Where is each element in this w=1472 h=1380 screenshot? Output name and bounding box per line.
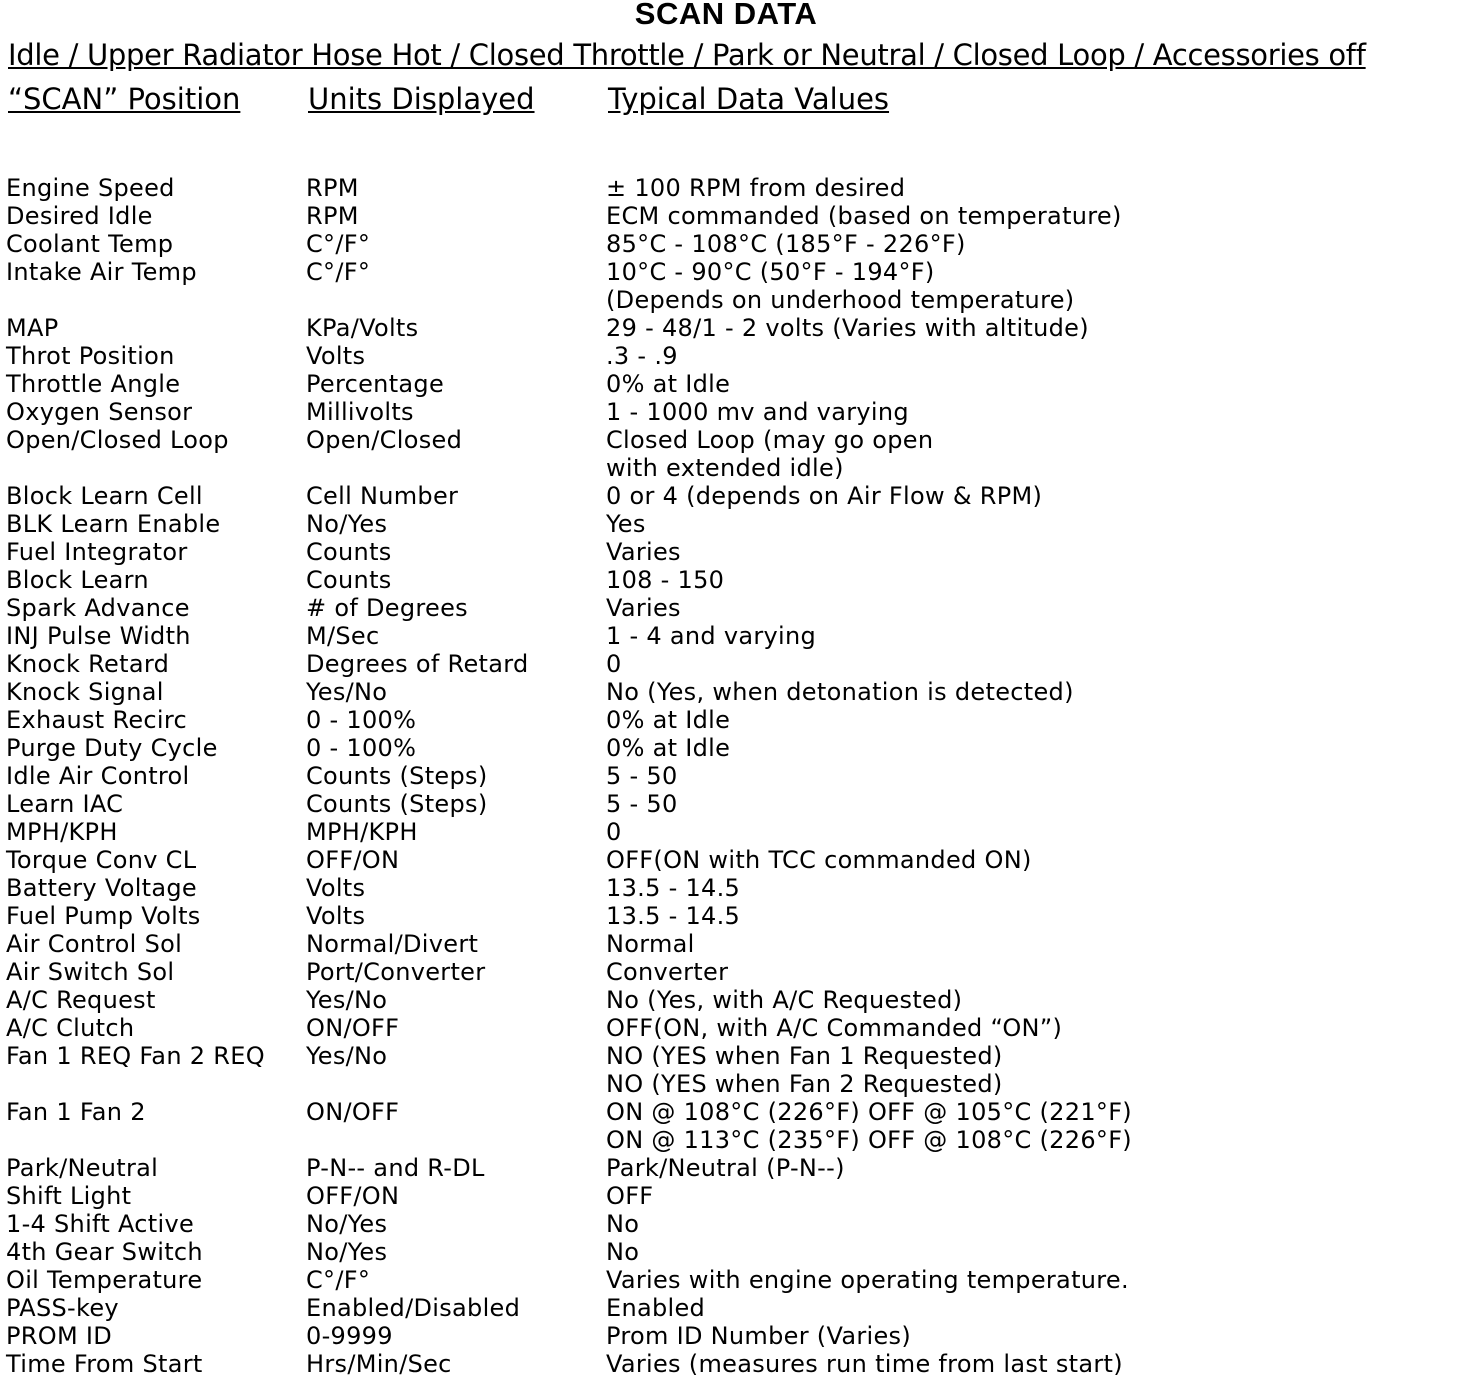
units-cell: Cell Number bbox=[306, 482, 459, 510]
table-row bbox=[0, 342, 1472, 370]
units-cell: OFF/ON bbox=[306, 846, 400, 874]
units-cell: C°/F° bbox=[306, 1266, 371, 1294]
scan-position-cell: PASS-key bbox=[6, 1294, 119, 1322]
units-cell: ON/OFF bbox=[306, 1098, 400, 1126]
header-scan-position: “SCAN” Position bbox=[8, 82, 241, 116]
table-row bbox=[0, 1238, 1472, 1266]
typical-value-cell bbox=[606, 538, 681, 566]
typical-value-line: Closed Loop (may go open bbox=[606, 426, 934, 454]
typical-value-line: Varies bbox=[606, 538, 681, 566]
units-cell: RPM bbox=[306, 174, 359, 202]
units-cell: 0 - 100% bbox=[306, 706, 417, 734]
scan-data-table bbox=[0, 174, 1472, 1378]
typical-value-cell bbox=[606, 1042, 1003, 1098]
typical-value-cell bbox=[606, 202, 1122, 230]
typical-value-cell bbox=[606, 958, 728, 986]
table-row bbox=[0, 426, 1472, 482]
units-cell: Counts bbox=[306, 566, 392, 594]
scan-position-cell: Desired Idle bbox=[6, 202, 153, 230]
typical-value-line: OFF(ON with TCC commanded ON) bbox=[606, 846, 1032, 874]
scan-position-cell: Fan 1 Fan 2 bbox=[6, 1098, 146, 1126]
units-cell: Counts bbox=[306, 538, 392, 566]
scan-position-cell: Purge Duty Cycle bbox=[6, 734, 218, 762]
units-cell: No/Yes bbox=[306, 510, 388, 538]
table-row bbox=[0, 762, 1472, 790]
typical-value-cell bbox=[606, 566, 724, 594]
units-cell: Volts bbox=[306, 902, 366, 930]
table-row bbox=[0, 650, 1472, 678]
table-row bbox=[0, 566, 1472, 594]
typical-value-cell bbox=[606, 930, 695, 958]
table-row bbox=[0, 510, 1472, 538]
typical-value-line: Normal bbox=[606, 930, 695, 958]
scan-position-cell: Knock Retard bbox=[6, 650, 170, 678]
header-typical-values: Typical Data Values bbox=[608, 82, 890, 116]
units-cell: Counts (Steps) bbox=[306, 790, 488, 818]
scan-position-cell: Oxygen Sensor bbox=[6, 398, 193, 426]
units-cell: Volts bbox=[306, 874, 366, 902]
typical-value-line: 0% at Idle bbox=[606, 734, 731, 762]
units-cell: Yes/No bbox=[306, 986, 388, 1014]
units-cell: # of Degrees bbox=[306, 594, 468, 622]
table-row bbox=[0, 482, 1472, 510]
units-cell: Counts (Steps) bbox=[306, 762, 488, 790]
typical-value-cell bbox=[606, 1238, 639, 1266]
scan-position-cell: A/C Clutch bbox=[6, 1014, 135, 1042]
scan-position-cell: BLK Learn Enable bbox=[6, 510, 221, 538]
table-row bbox=[0, 370, 1472, 398]
typical-value-cell bbox=[606, 678, 1074, 706]
typical-value-line: ON @ 113°C (235°F) OFF @ 108°C (226°F) bbox=[606, 1126, 1132, 1154]
units-cell: C°/F° bbox=[306, 258, 371, 286]
typical-value-cell bbox=[606, 1266, 1129, 1294]
typical-value-line: Yes bbox=[606, 510, 646, 538]
typical-value-line: No bbox=[606, 1210, 640, 1238]
typical-value-line: Park/Neutral (P-N--) bbox=[606, 1154, 845, 1182]
units-cell: MPH/KPH bbox=[306, 818, 418, 846]
typical-value-cell bbox=[606, 902, 740, 930]
page-title: SCAN DATA bbox=[634, 0, 818, 31]
table-row bbox=[0, 1042, 1472, 1098]
scan-position-cell: Intake Air Temp bbox=[6, 258, 197, 286]
units-cell: C°/F° bbox=[306, 230, 371, 258]
scan-position-cell: Fan 1 REQ Fan 2 REQ bbox=[6, 1042, 265, 1070]
scan-position-cell: Exhaust Recirc bbox=[6, 706, 188, 734]
typical-value-line: Varies (measures run time from last start) bbox=[606, 1350, 1123, 1378]
typical-value-line: 0 bbox=[606, 650, 622, 678]
typical-value-line: 0% at Idle bbox=[606, 370, 731, 398]
units-cell: Enabled/Disabled bbox=[306, 1294, 521, 1322]
typical-value-cell bbox=[606, 1294, 705, 1322]
typical-value-line: ON @ 108°C (226°F) OFF @ 105°C (221°F) bbox=[606, 1098, 1132, 1126]
typical-value-line: 5 - 50 bbox=[606, 790, 678, 818]
typical-value-line: Enabled bbox=[606, 1294, 706, 1322]
units-cell: Volts bbox=[306, 342, 366, 370]
typical-value-cell bbox=[606, 370, 730, 398]
table-row bbox=[0, 174, 1472, 202]
typical-value-line: 13.5 - 14.5 bbox=[606, 874, 741, 902]
scan-position-cell: 1-4 Shift Active bbox=[6, 1210, 195, 1238]
typical-value-line: 85°C - 108°C (185°F - 226°F) bbox=[606, 230, 966, 258]
header-units-displayed: Units Displayed bbox=[308, 82, 535, 116]
units-cell: P-N-- and R-DL bbox=[306, 1154, 485, 1182]
typical-value-line: NO (YES when Fan 2 Requested) bbox=[606, 1070, 1003, 1098]
table-row bbox=[0, 874, 1472, 902]
typical-value-cell bbox=[606, 1154, 845, 1182]
scan-position-cell: PROM ID bbox=[6, 1322, 113, 1350]
typical-value-cell bbox=[606, 510, 646, 538]
units-cell: Percentage bbox=[306, 370, 445, 398]
units-cell: Yes/No bbox=[306, 1042, 388, 1070]
table-row bbox=[0, 818, 1472, 846]
typical-value-cell bbox=[606, 594, 681, 622]
scan-position-cell: Fuel Pump Volts bbox=[6, 902, 201, 930]
table-row bbox=[0, 258, 1472, 314]
scan-position-cell: Open/Closed Loop bbox=[6, 426, 229, 454]
typical-value-cell bbox=[606, 258, 1074, 314]
units-cell: Hrs/Min/Sec bbox=[306, 1350, 452, 1378]
typical-value-cell bbox=[606, 762, 678, 790]
units-cell: Degrees of Retard bbox=[306, 650, 529, 678]
typical-value-cell bbox=[606, 174, 905, 202]
units-cell: Open/Closed bbox=[306, 426, 463, 454]
scan-position-cell: Throttle Angle bbox=[6, 370, 181, 398]
scan-position-cell: Battery Voltage bbox=[6, 874, 197, 902]
scan-position-cell: 4th Gear Switch bbox=[6, 1238, 203, 1266]
scan-position-cell: INJ Pulse Width bbox=[6, 622, 191, 650]
typical-value-line: No (Yes, when detonation is detected) bbox=[606, 678, 1074, 706]
typical-value-line: Varies with engine operating temperature. bbox=[606, 1266, 1129, 1294]
typical-value-cell bbox=[606, 1350, 1123, 1378]
scan-position-cell: Time From Start bbox=[6, 1350, 203, 1378]
typical-value-cell bbox=[606, 650, 622, 678]
scan-position-cell: MPH/KPH bbox=[6, 818, 118, 846]
typical-value-line: 13.5 - 14.5 bbox=[606, 902, 741, 930]
table-row bbox=[0, 1210, 1472, 1238]
scan-position-cell: Throt Position bbox=[6, 342, 175, 370]
table-row bbox=[0, 846, 1472, 874]
scan-position-cell: Knock Signal bbox=[6, 678, 164, 706]
units-cell: No/Yes bbox=[306, 1238, 388, 1266]
scan-position-cell: MAP bbox=[6, 314, 59, 342]
typical-value-line: NO (YES when Fan 1 Requested) bbox=[606, 1042, 1003, 1070]
typical-value-cell bbox=[606, 846, 1032, 874]
scan-position-cell: Coolant Temp bbox=[6, 230, 174, 258]
table-row bbox=[0, 930, 1472, 958]
typical-value-line: 1 - 1000 mv and varying bbox=[606, 398, 909, 426]
scan-position-cell: Engine Speed bbox=[6, 174, 175, 202]
typical-value-cell bbox=[606, 986, 962, 1014]
scan-position-cell: Oil Temperature bbox=[6, 1266, 203, 1294]
typical-value-line: 0% at Idle bbox=[606, 706, 731, 734]
units-cell: OFF/ON bbox=[306, 1182, 400, 1210]
typical-value-cell bbox=[606, 1182, 653, 1210]
typical-value-cell bbox=[606, 1014, 1062, 1042]
table-row bbox=[0, 706, 1472, 734]
scan-position-cell: Air Switch Sol bbox=[6, 958, 175, 986]
table-row bbox=[0, 622, 1472, 650]
typical-value-cell bbox=[606, 622, 816, 650]
table-row bbox=[0, 1098, 1472, 1154]
scan-position-cell: Air Control Sol bbox=[6, 930, 183, 958]
typical-value-line: ± 100 RPM from desired bbox=[606, 174, 906, 202]
units-cell: M/Sec bbox=[306, 622, 380, 650]
scan-position-cell: Fuel Integrator bbox=[6, 538, 188, 566]
typical-value-cell bbox=[606, 818, 622, 846]
scan-position-cell: Block Learn Cell bbox=[6, 482, 203, 510]
table-row bbox=[0, 678, 1472, 706]
typical-value-cell bbox=[606, 314, 1089, 342]
typical-value-cell bbox=[606, 1210, 639, 1238]
units-cell: No/Yes bbox=[306, 1210, 388, 1238]
units-cell: RPM bbox=[306, 202, 359, 230]
units-cell: Yes/No bbox=[306, 678, 388, 706]
units-cell: Millivolts bbox=[306, 398, 414, 426]
scan-position-cell: A/C Request bbox=[6, 986, 156, 1014]
typical-value-line: Prom ID Number (Varies) bbox=[606, 1322, 912, 1350]
typical-value-cell bbox=[606, 230, 966, 258]
scan-position-cell: Shift Light bbox=[6, 1182, 132, 1210]
scan-position-cell: Idle Air Control bbox=[6, 762, 190, 790]
units-cell: 0-9999 bbox=[306, 1322, 393, 1350]
typical-value-cell bbox=[606, 1098, 1132, 1154]
typical-value-cell bbox=[606, 482, 1042, 510]
table-row bbox=[0, 538, 1472, 566]
units-cell: Normal/Divert bbox=[306, 930, 479, 958]
typical-value-line: No (Yes, with A/C Requested) bbox=[606, 986, 963, 1014]
typical-value-line: .3 - .9 bbox=[606, 342, 678, 370]
table-row bbox=[0, 1322, 1472, 1350]
typical-value-line: 108 - 150 bbox=[606, 566, 725, 594]
typical-value-cell bbox=[606, 426, 933, 482]
table-row bbox=[0, 1182, 1472, 1210]
scan-position-cell: Block Learn bbox=[6, 566, 149, 594]
table-row bbox=[0, 1266, 1472, 1294]
units-cell: ON/OFF bbox=[306, 1014, 400, 1042]
typical-value-line: 29 - 48/1 - 2 volts (Varies with altitude) bbox=[606, 314, 1089, 342]
table-row bbox=[0, 314, 1472, 342]
typical-value-line: Varies bbox=[606, 594, 681, 622]
table-row bbox=[0, 734, 1472, 762]
table-row bbox=[0, 790, 1472, 818]
typical-value-line: with extended idle) bbox=[606, 454, 844, 482]
typical-value-line: No bbox=[606, 1238, 640, 1266]
table-row bbox=[0, 594, 1472, 622]
typical-value-cell bbox=[606, 1322, 911, 1350]
table-row bbox=[0, 398, 1472, 426]
typical-value-cell bbox=[606, 706, 730, 734]
conditions-subtitle: Idle / Upper Radiator Hose Hot / Closed Throttle / Park or Neutral / Closed Loop / Accessories off bbox=[8, 38, 1366, 72]
table-row bbox=[0, 230, 1472, 258]
typical-value-line: 10°C - 90°C (50°F - 194°F) bbox=[606, 258, 935, 286]
table-row bbox=[0, 1294, 1472, 1322]
scan-position-cell: Spark Advance bbox=[6, 594, 190, 622]
typical-value-cell bbox=[606, 342, 678, 370]
typical-value-line: OFF bbox=[606, 1182, 654, 1210]
scan-position-cell: Torque Conv CL bbox=[6, 846, 197, 874]
units-cell: Port/Converter bbox=[306, 958, 486, 986]
table-row bbox=[0, 986, 1472, 1014]
typical-value-line: ECM commanded (based on temperature) bbox=[606, 202, 1122, 230]
scan-position-cell: Learn IAC bbox=[6, 790, 124, 818]
units-cell: 0 - 100% bbox=[306, 734, 417, 762]
typical-value-cell bbox=[606, 734, 730, 762]
typical-value-cell bbox=[606, 398, 909, 426]
table-row bbox=[0, 1154, 1472, 1182]
typical-value-line: OFF(ON, with A/C Commanded “ON”) bbox=[606, 1014, 1063, 1042]
typical-value-cell bbox=[606, 790, 678, 818]
units-cell: KPa/Volts bbox=[306, 314, 419, 342]
typical-value-cell bbox=[606, 874, 740, 902]
typical-value-line: 0 bbox=[606, 818, 622, 846]
table-row bbox=[0, 1350, 1472, 1378]
typical-value-line: (Depends on underhood temperature) bbox=[606, 286, 1075, 314]
typical-value-line: 0 or 4 (depends on Air Flow & RPM) bbox=[606, 482, 1043, 510]
typical-value-line: 5 - 50 bbox=[606, 762, 678, 790]
scan-position-cell: Park/Neutral bbox=[6, 1154, 159, 1182]
table-row bbox=[0, 902, 1472, 930]
typical-value-line: 1 - 4 and varying bbox=[606, 622, 817, 650]
table-row bbox=[0, 202, 1472, 230]
table-row bbox=[0, 958, 1472, 986]
table-row bbox=[0, 1014, 1472, 1042]
typical-value-line: Converter bbox=[606, 958, 729, 986]
